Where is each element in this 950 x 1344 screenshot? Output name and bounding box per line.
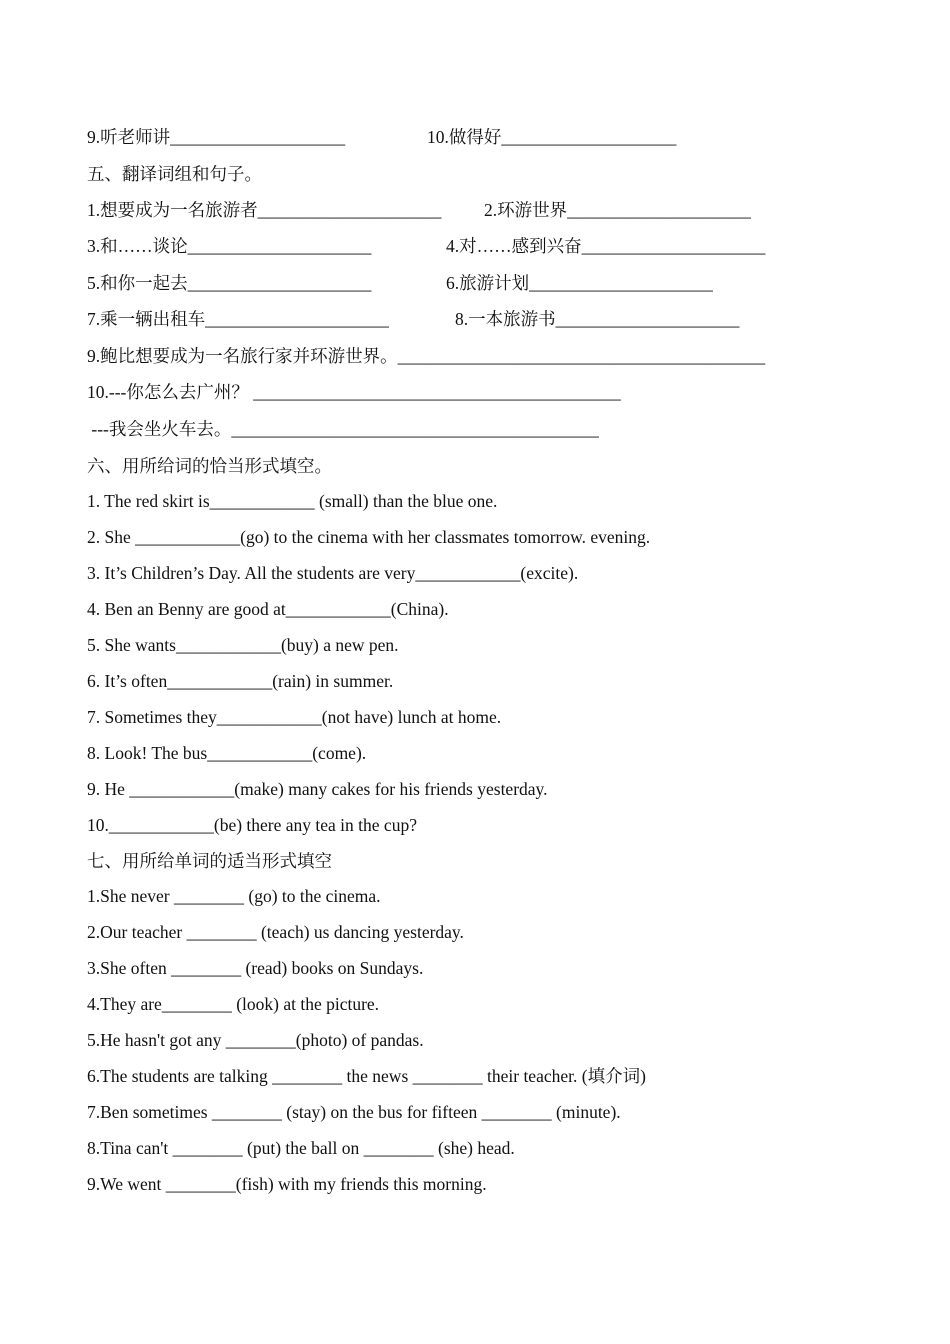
s5-sentence-10-question: 10.---你怎么去广州？ __________________________________________ (87, 382, 621, 402)
s7-item: 3.She often ________ (read) books on Sundays. (87, 958, 424, 978)
s7-item: 6.The students are talking ________ the news ________ their teacher. (填介词) (87, 1066, 646, 1086)
s5-item-3: 3.和……谈论_____________________ (87, 236, 372, 256)
s5-item-5: 5.和你一起去_____________________ (87, 273, 372, 293)
s6-item: 1. The red skirt is____________ (small) than the blue one. (87, 491, 498, 511)
s7-item: 4.They are________ (look) at the picture. (87, 994, 380, 1014)
s7-item: 2.Our teacher ________ (teach) us dancing yesterday. (87, 922, 464, 942)
s5-item-1: 1.想要成为一名旅游者_____________________ (87, 200, 442, 220)
s6-item: 4. Ben an Benny are good at____________(China). (87, 599, 449, 619)
s5-item-8: 8.一本旅游书_____________________ (455, 309, 740, 329)
s7-item: 9.We went ________(fish) with my friends this morning. (87, 1174, 487, 1194)
s6-item: 2. She ____________(go) to the cinema with her classmates tomorrow. evening. (87, 527, 651, 547)
s6-item: 7. Sometimes they____________(not have) lunch at home. (87, 707, 502, 727)
s5-item-6: 6.旅游计划_____________________ (446, 273, 713, 293)
s6-item: 10.____________(be) there any tea in the cup? (87, 815, 417, 835)
s7-item: 7.Ben sometimes ________ (stay) on the bus for fifteen ________ (minute). (87, 1102, 621, 1122)
s4-item-9: 9.听老师讲____________________ (87, 127, 346, 147)
section-6-heading: 六、用所给词的恰当形式填空。 (87, 456, 332, 476)
s5-item-4: 4.对……感到兴奋_____________________ (446, 236, 766, 256)
s6-item: 6. It’s often____________(rain) in summer. (87, 671, 394, 691)
s4-item-10: 10.做得好____________________ (427, 127, 677, 147)
section-5-heading: 五、翻译词组和句子。 (87, 164, 262, 184)
s5-sentence-10-answer: ---我会坐火车去。__________________________________________ (87, 419, 599, 439)
s5-sentence-9: 9.鲍比想要成为一名旅行家并环游世界。__________________________________________ (87, 346, 766, 366)
s7-item: 8.Tina can't ________ (put) the ball on ________ (she) head. (87, 1138, 515, 1158)
s6-item: 9. He ____________(make) many cakes for his friends yesterday. (87, 779, 548, 799)
s5-item-2: 2.环游世界_____________________ (484, 200, 751, 220)
section-7-heading: 七、用所给单词的适当形式填空 (87, 851, 332, 871)
s6-item: 3. It’s Children’s Day. All the students are very____________(excite). (87, 563, 579, 583)
s5-item-7: 7.乘一辆出租车_____________________ (87, 309, 389, 329)
s7-item: 5.He hasn't got any ________(photo) of pandas. (87, 1030, 424, 1050)
s6-item: 8. Look! The bus____________(come). (87, 743, 367, 763)
s6-item: 5. She wants____________(buy) a new pen. (87, 635, 399, 655)
s7-item: 1.She never ________ (go) to the cinema. (87, 886, 381, 906)
